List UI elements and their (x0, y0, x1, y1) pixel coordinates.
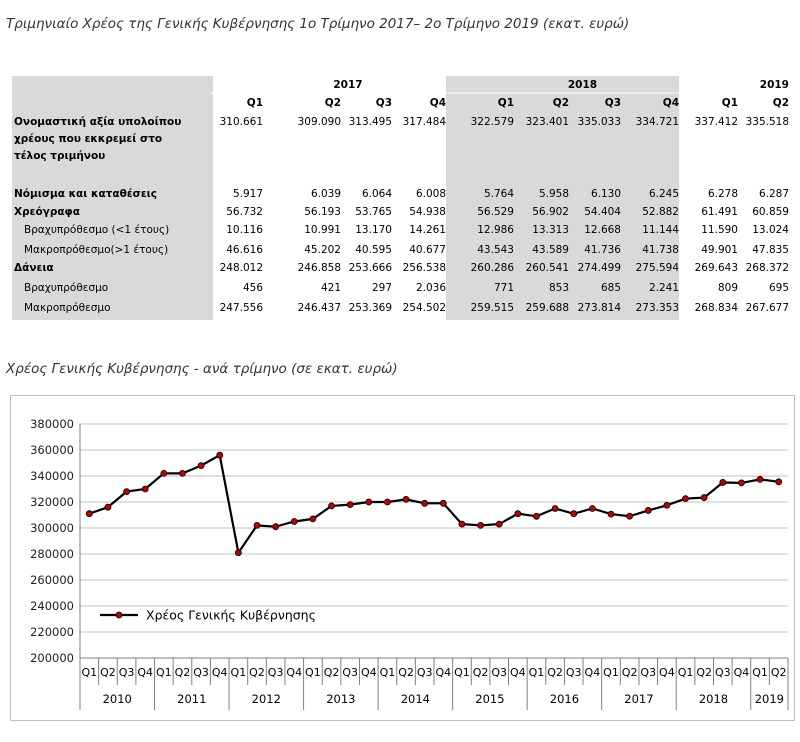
table-cell: 6.039 (310, 188, 341, 200)
x-quarter-label: Q4 (733, 666, 750, 679)
data-point (496, 521, 502, 527)
table-quarter-header: Q3 (375, 97, 392, 109)
table-cell: 246.858 (297, 262, 341, 274)
x-quarter-label: Q1 (156, 666, 172, 679)
table-cell: 248.012 (219, 262, 263, 274)
table-cell: 6.278 (707, 188, 738, 200)
y-tick-label: 300000 (30, 521, 74, 535)
table-cell: 5.958 (538, 188, 569, 200)
x-quarter-label: Q4 (286, 666, 303, 679)
data-point (86, 511, 92, 517)
x-quarter-label: Q1 (528, 666, 545, 679)
table-row-label: τέλος τριμήνου (14, 150, 106, 162)
table-cell: 254.502 (402, 302, 446, 314)
data-point (571, 511, 577, 517)
table-cell: 10.991 (304, 224, 341, 236)
table-cell: 43.543 (477, 244, 514, 256)
data-point (627, 513, 633, 519)
table-row-label: Χρεόγραφα (14, 206, 80, 218)
x-year-label: 2012 (251, 692, 281, 706)
table-cell: 323.401 (525, 116, 569, 128)
table-cell: 60.859 (752, 206, 789, 218)
x-quarter-label: Q4 (659, 666, 675, 679)
table-cell: 273.353 (635, 302, 679, 314)
x-year-label: 2019 (754, 692, 785, 706)
x-quarter-label: Q3 (267, 666, 284, 679)
data-point (254, 522, 260, 528)
data-point (422, 500, 428, 506)
table-year-header: 2017 (333, 79, 363, 91)
table-cell: 53.765 (355, 206, 392, 218)
x-quarter-label: Q1 (752, 666, 768, 679)
table-cell: 256.538 (402, 262, 446, 274)
data-point (664, 502, 670, 508)
table-quarter-header: Q1 (721, 97, 738, 109)
table-cell: 13.170 (355, 224, 392, 236)
table-cell: 5.917 (232, 188, 263, 200)
x-quarter-label: Q1 (677, 666, 694, 679)
table-cell: 41.736 (584, 244, 621, 256)
data-point (589, 506, 595, 512)
x-quarter-label: Q2 (621, 666, 638, 679)
table-quarter-header: Q4 (429, 97, 446, 109)
data-point (776, 479, 782, 485)
table-cell: 334.721 (635, 116, 679, 128)
data-point (701, 495, 707, 501)
table-cell: 61.491 (701, 206, 738, 218)
data-point (217, 452, 223, 458)
table-cell: 54.938 (409, 206, 446, 218)
y-tick-label: 340000 (30, 469, 74, 483)
table-cell: 337.412 (694, 116, 738, 128)
data-point (347, 502, 353, 508)
table-cell: 12.986 (477, 224, 514, 236)
x-quarter-label: Q3 (640, 666, 657, 679)
table-cell: 11.144 (642, 224, 679, 236)
data-point (179, 470, 185, 476)
data-point (161, 470, 167, 476)
x-quarter-label: Q3 (565, 666, 582, 679)
data-point (403, 496, 409, 502)
data-point (291, 519, 297, 525)
table-cell: 259.688 (525, 302, 569, 314)
data-point (310, 516, 316, 522)
table-cell: 13.024 (752, 224, 789, 236)
table-quarter-header: Q2 (324, 97, 341, 109)
x-quarter-label: Q3 (118, 666, 135, 679)
table-row-label: Βραχυπρόθεσμο (<1 έτους) (24, 224, 170, 236)
data-point (105, 504, 111, 510)
table-cell: 40.677 (409, 244, 446, 256)
x-quarter-label: Q4 (137, 666, 154, 679)
table-cell: 56.193 (304, 206, 341, 218)
table-cell: 6.130 (590, 188, 621, 200)
table-cell: 771 (493, 282, 514, 294)
table-cell: 274.499 (577, 262, 621, 274)
table-cell: 56.902 (532, 206, 569, 218)
x-year-label: 2010 (102, 692, 132, 706)
table-cell: 297 (371, 282, 392, 294)
table-row-label: Δάνεια (14, 262, 54, 274)
table-quarter-header: Q1 (497, 97, 514, 109)
x-quarter-label: Q4 (510, 666, 526, 679)
table-cell: 853 (548, 282, 569, 294)
table-cell: 273.814 (577, 302, 621, 314)
table-quarter-header: Q3 (604, 97, 621, 109)
data-point (366, 499, 372, 505)
x-quarter-label: Q2 (696, 666, 712, 679)
table-cell: 47.835 (752, 244, 789, 256)
x-quarter-label: Q2 (472, 666, 489, 679)
x-year-label: 2015 (475, 692, 505, 706)
data-point (384, 499, 390, 505)
data-point (738, 480, 744, 486)
table-row-label: Νόμισμα και καταθέσεις (14, 188, 157, 200)
y-tick-label: 280000 (30, 547, 74, 561)
table-quarter-header: Q2 (552, 97, 569, 109)
x-quarter-label: Q2 (323, 666, 340, 679)
y-tick-label: 360000 (30, 443, 74, 457)
series-line (89, 455, 778, 553)
table-cell: 309.090 (297, 116, 341, 128)
table-row-label: Μακροπρόθεσμο(>1 έτους) (24, 244, 169, 256)
data-point (720, 479, 726, 485)
table-cell: 253.369 (348, 302, 392, 314)
x-quarter-label: Q2 (770, 666, 787, 679)
table-cell: 11.590 (701, 224, 738, 236)
x-quarter-label: Q2 (249, 666, 265, 679)
x-quarter-label: Q1 (81, 666, 98, 679)
y-tick-label: 320000 (30, 495, 74, 509)
x-quarter-label: Q3 (416, 666, 433, 679)
table-cell: 313.495 (348, 116, 392, 128)
x-year-label: 2018 (698, 692, 729, 706)
table-cell: 2.241 (648, 282, 679, 294)
x-quarter-label: Q3 (193, 666, 209, 679)
x-quarter-label: Q4 (360, 666, 377, 679)
x-quarter-label: Q1 (305, 666, 321, 679)
table-cell: 56.732 (226, 206, 263, 218)
x-quarter-label: Q3 (491, 666, 508, 679)
table-year-header: 2019 (759, 79, 789, 91)
x-year-label: 2016 (549, 692, 580, 706)
table-cell: 322.579 (470, 116, 514, 128)
x-quarter-label: Q2 (100, 666, 116, 679)
table-year-header: 2018 (567, 79, 598, 91)
x-quarter-label: Q2 (174, 666, 191, 679)
table-cell: 14.261 (409, 224, 446, 236)
x-quarter-label: Q3 (714, 666, 731, 679)
table-cell: 6.287 (758, 188, 789, 200)
table-cell: 335.033 (577, 116, 621, 128)
x-quarter-label: Q4 (584, 666, 601, 679)
x-quarter-label: Q2 (547, 666, 563, 679)
data-point (608, 511, 614, 517)
table-cell: 695 (768, 282, 789, 294)
data-point (552, 506, 558, 512)
table-title: Τριμηνιαίο Χρέος της Γενικής Κυβέρνησης 1ο Τρίμηνο 2017– 2ο Τρίμηνο 2019 (εκατ. ευρώ) (6, 16, 630, 32)
table-cell: 13.313 (532, 224, 569, 236)
table-cell: 267.677 (745, 302, 789, 314)
table-cell: 260.286 (470, 262, 514, 274)
table-cell: 5.764 (483, 188, 514, 200)
table-quarter-header: Q2 (772, 97, 789, 109)
table-row-label: χρέους που εκκρεμεί στο (14, 133, 163, 145)
table-cell: 45.202 (304, 244, 341, 256)
data-point (645, 507, 651, 513)
table-cell: 421 (320, 282, 341, 294)
data-point (478, 522, 484, 528)
y-tick-label: 260000 (30, 573, 74, 587)
table-cell: 41.738 (642, 244, 679, 256)
table-cell: 12.668 (584, 224, 621, 236)
data-point (533, 513, 539, 519)
table-cell: 335.518 (745, 116, 789, 128)
table-quarter-header: Q1 (246, 97, 263, 109)
table-cell: 310.661 (219, 116, 263, 128)
data-point (440, 500, 446, 506)
table-cell: 246.437 (297, 302, 341, 314)
debt-line-chart (0, 385, 800, 725)
data-point (142, 486, 148, 492)
table-cell: 10.116 (226, 224, 263, 236)
x-quarter-label: Q1 (603, 666, 619, 679)
x-year-label: 2017 (624, 692, 654, 706)
data-point (757, 476, 763, 482)
x-quarter-label: Q1 (230, 666, 247, 679)
x-quarter-label: Q4 (211, 666, 228, 679)
table-cell: 260.541 (525, 262, 569, 274)
debt-table (0, 70, 800, 320)
table-cell: 6.245 (648, 188, 679, 200)
table-cell: 809 (717, 282, 738, 294)
data-point (235, 550, 241, 556)
table-cell: 268.372 (745, 262, 789, 274)
table-cell: 456 (242, 282, 263, 294)
table-row-label: Μακροπρόθεσμο (24, 302, 111, 314)
x-year-label: 2014 (400, 692, 431, 706)
table-cell: 40.595 (355, 244, 392, 256)
x-quarter-label: Q1 (454, 666, 470, 679)
x-quarter-label: Q3 (342, 666, 358, 679)
table-quarter-header: Q4 (662, 97, 679, 109)
x-year-label: 2011 (177, 692, 207, 706)
table-cell: 247.556 (219, 302, 263, 314)
y-tick-label: 220000 (30, 625, 74, 639)
table-cell: 253.666 (348, 262, 392, 274)
y-tick-label: 380000 (30, 417, 74, 431)
table-cell: 268.834 (694, 302, 738, 314)
chart-title: Χρέος Γενικής Κυβέρνησης - ανά τρίμηνο (σε εκατ. ευρώ) (6, 361, 398, 377)
legend-label: Χρέος Γενικής Κυβέρνησης (146, 607, 316, 623)
data-point (515, 511, 521, 517)
x-quarter-label: Q4 (435, 666, 452, 679)
table-cell: 56.529 (477, 206, 514, 218)
table-cell: 269.643 (694, 262, 738, 274)
y-tick-label: 200000 (30, 651, 74, 665)
data-point (198, 463, 204, 469)
table-row-label: Ονομαστική αξία υπολοίπου (14, 116, 182, 128)
table-cell: 49.901 (701, 244, 738, 256)
table-cell: 6.008 (415, 188, 446, 200)
table-cell: 6.064 (361, 188, 392, 200)
data-point (459, 521, 465, 527)
table-cell: 54.404 (584, 206, 621, 218)
data-point (273, 524, 279, 530)
x-quarter-label: Q2 (398, 666, 414, 679)
data-point (329, 503, 335, 509)
table-cell: 43.589 (532, 244, 569, 256)
x-quarter-label: Q1 (379, 666, 396, 679)
y-tick-label: 240000 (30, 599, 74, 613)
table-row-label: Βραχυπρόθεσμο (24, 282, 109, 294)
data-point (124, 489, 130, 495)
table-cell: 52.882 (642, 206, 679, 218)
table-cell: 275.594 (635, 262, 679, 274)
table-cell: 2.036 (415, 282, 446, 294)
x-year-label: 2013 (326, 692, 356, 706)
table-cell: 46.616 (226, 244, 263, 256)
legend-marker (116, 612, 122, 618)
data-point (683, 496, 689, 502)
table-cell: 317.484 (402, 116, 446, 128)
table-cell: 685 (600, 282, 621, 294)
table-cell: 259.515 (470, 302, 514, 314)
